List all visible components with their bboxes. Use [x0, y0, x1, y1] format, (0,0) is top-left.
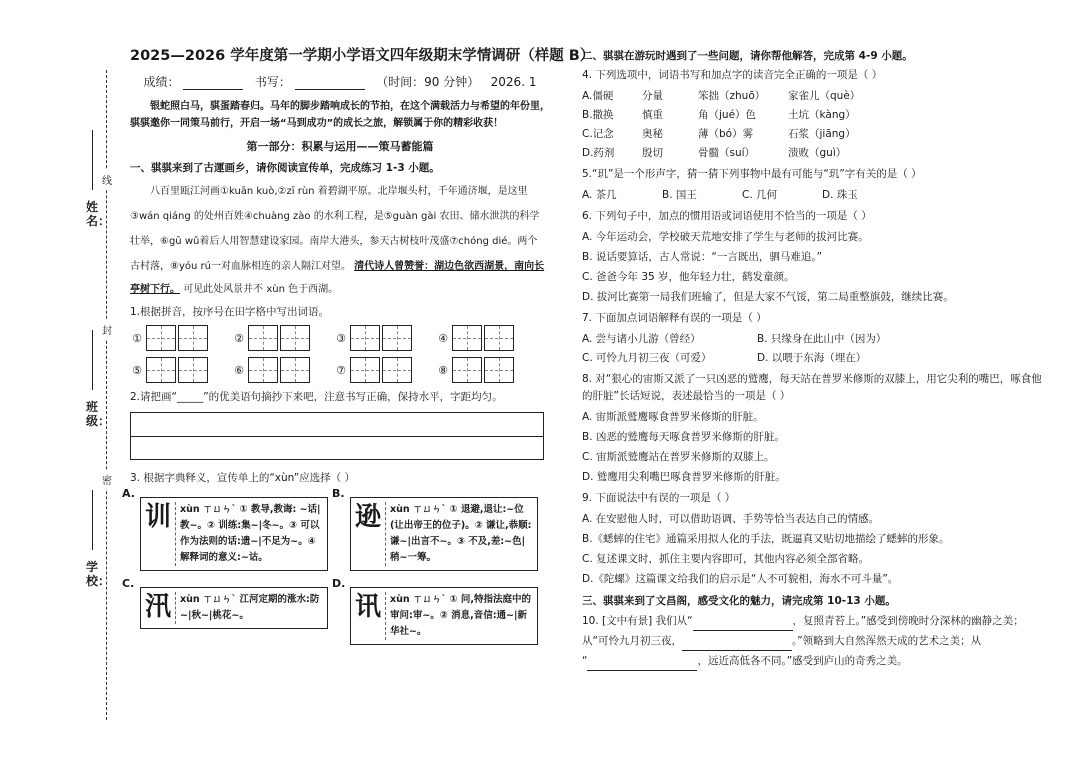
school-line [92, 490, 93, 550]
tian-box[interactable] [350, 357, 380, 383]
q8-option-a: A. 宙斯派鹫鹰啄食普罗米修斯的肝脏。 [582, 411, 764, 423]
question-10-line3 [582, 652, 1052, 671]
grid-item-7 [334, 357, 430, 383]
mark-line: 线 [102, 170, 112, 189]
q9-option-b: B.《蟋蟀的住宅》通篇采用拟人化的手法，既逼真又贴切地描绘了蟋蟀的形象。 [582, 533, 950, 545]
q4-cell: 溃败（guì） [788, 147, 847, 159]
question-1: 1.根据拼音，按序号在田字格中写出词语。 [130, 306, 330, 318]
question-5: 5.“玑”是一个形声字，猜一猜下列事物中最有可能与“玑”字有关的是（ ） [582, 168, 922, 180]
q7-options-row2 [582, 349, 1052, 368]
q4-cell: 角（jué）色 [698, 109, 757, 121]
passage-underlined: 清代诗人曾赞誉：湖边色欲西湖景，南向长亭树下行。 [130, 261, 545, 295]
question-7: 7. 下面加点词语解释有误的一项是（ ） [582, 312, 767, 324]
dict-label: B. [332, 487, 345, 500]
q10-blank-3[interactable] [587, 658, 697, 671]
q5-options [582, 186, 1052, 205]
dict-box [350, 587, 538, 645]
date-text: 2026. 1 [490, 75, 537, 89]
question-9: 9. 下面说法中有误的一项是（ ） [582, 492, 736, 504]
grid-num: ③ [336, 331, 346, 345]
left-column [122, 44, 595, 645]
q8-option-d: D. 鹫鹰用尖利嘴巴啄食普罗米修斯的肝脏。 [582, 471, 786, 483]
q9-option-a: A. 在安慰他人时，可以借助语调、手势等恰当表达自己的情感。 [582, 513, 880, 525]
writing-label: 书写： [254, 75, 291, 89]
class-label: 班级： [86, 400, 111, 428]
passage [130, 180, 550, 301]
dict-text: xùn ㄒㄩㄣˋ ① 问,特指法庭中的审问:审~。② 消息,音信:通~|新华社~。 [390, 594, 531, 637]
dict-label: A. [122, 487, 135, 500]
score-label: 成绩： [143, 75, 180, 89]
q5-option-c: C. 几何 [742, 189, 778, 201]
question-2: 2.请把画“_____”的优美语句摘抄下来吧，注意书写正确，保持水平，字距均匀。 [130, 391, 503, 403]
q4-options [582, 87, 1052, 163]
tian-box[interactable] [146, 357, 176, 383]
grid-num: ② [234, 331, 244, 345]
tian-box[interactable] [484, 325, 514, 351]
q5-option-a: A. 茶几 [582, 189, 617, 201]
q7-option-b: B. 只缘身在此山中（因为） [757, 333, 887, 345]
question-4: 4. 下列选项中，词语书写和加点字的读音完全正确的一项是（ ） [582, 69, 883, 81]
tian-box[interactable] [280, 357, 310, 383]
q4-cell: 分量 [642, 90, 663, 102]
grid-num: ⑦ [336, 363, 346, 377]
dict-char: 汛 [145, 592, 176, 624]
tian-box[interactable] [178, 325, 208, 351]
dict-box [140, 497, 328, 571]
tian-box[interactable] [382, 325, 412, 351]
q5-option-d: D. 珠玉 [822, 189, 858, 201]
passage-line-4 [130, 255, 550, 301]
dict-option-d [332, 577, 538, 645]
intro-text: 银蛇照白马，骐蛋踏春归。马年的脚步踏响成长的节拍，在这个满载活力与希望的年份里，骐骐邀你一同策马前行，开启一场“马到成功”的成长之旅，解锁属于你的精彩收获！ [130, 101, 550, 129]
grid-num: ④ [438, 331, 448, 345]
cut-line [106, 70, 107, 720]
q4-cell: 慎重 [642, 109, 663, 121]
q9-option-d: D.《陀螺》这篇课文给我们的启示是“人不可貌相，海水不可斗量”。 [582, 573, 899, 585]
grid-item-4 [436, 325, 532, 351]
q7-option-c: C. 可怜九月初三夜（可爱） [582, 352, 712, 364]
grid-item-1 [130, 325, 226, 351]
grid-num: ① [132, 331, 142, 345]
dict-row-2 [122, 577, 550, 645]
q6-option-a: A. 今年运动会，学校破天荒地安排了学生与老师的拔河比赛。 [582, 231, 869, 243]
passage-line-1: 八百里瓯江河画①kuān kuò,②zī rùn 着碧湖平原。北岸堰头村，千年通济堰，是这里 [150, 186, 528, 197]
q10-text-c: 从“可怜九月初三夜， [582, 635, 682, 647]
copy-answer-box[interactable] [130, 412, 544, 460]
passage-line-2: ③wán qiáng 的处州百姓④chuàng zào 的水利工程，是⑤guàn gài 农田、储水泄洪的科学 [130, 211, 540, 222]
q4-cell: 骨髓（suí） [698, 147, 756, 159]
tian-box[interactable] [178, 357, 208, 383]
grid-item-2 [232, 325, 328, 351]
q7-option-d: D. 以喂于东海（埋在） [757, 352, 867, 364]
q6-option-b: B. 说话要算话，古人常说：“一言既出，驷马难追。” [582, 251, 823, 263]
q4-cell: 笨拙（zhuō） [698, 90, 766, 102]
passage-line-3: 壮举，⑥gū wǔ着后人用智慧建设家园。南岸大港头，参天古树枝叶茂盛⑦chóng dié。两个 [130, 236, 538, 247]
q8-option-c: C. 宙斯派鹫鹰站在普罗米修斯的双膝上。 [582, 451, 775, 463]
grid-row-2 [130, 357, 550, 383]
writing-blank[interactable] [295, 77, 365, 90]
tian-box[interactable] [248, 357, 278, 383]
dict-char: 训 [145, 502, 176, 566]
passage-line-5-text: 可见此处风景并不 xùn 色于西湖。 [183, 284, 339, 295]
q10-text-b: ，复照青苔上。”感受到傍晚时分深林的幽静之美； [792, 615, 1024, 627]
tian-box[interactable] [146, 325, 176, 351]
mark-seal2: 密 [102, 470, 112, 489]
question-8: 8. 对“狠心的宙斯又派了一只凶恶的鹫鹰，每天站在普罗米修斯的双膝上，用它尖利的嘴巴，啄食他的肝脏”长话短说，表述最恰当的一项是（ ） [582, 373, 1042, 402]
dict-label: D. [332, 577, 346, 590]
question-10-line1 [582, 612, 1052, 631]
dict-text: xùn ㄒㄩㄣˋ ① 教导,教诲: ~话|教~。② 训练:集~|冬~。③ 可以作为法则的话:遗~|不足为~。④ 解释词的意义:~诂。 [180, 504, 321, 563]
exam-info [130, 73, 550, 90]
question-3: 3. 根据字典释义，宣传单上的“xùn”应选择（ ） [130, 472, 356, 484]
grid-num: ⑥ [234, 363, 244, 377]
grid-item-3 [334, 325, 430, 351]
dict-option-a [122, 487, 328, 571]
right-column [582, 44, 1052, 672]
score-blank[interactable] [183, 77, 243, 90]
exam-title: 2025—2026 学年度第一学期小学语文四年级期末学情调研（样题 B） [130, 48, 595, 64]
q10-text-d: 。”领略到大自然浑然天成的艺术之美；从 [791, 635, 982, 647]
dict-box [140, 587, 328, 629]
school-label: 学校： [86, 560, 111, 588]
section1-title: 一、骐骐来到了古運画乡，请你阅读宣传单，完成练习 1-3 小题。 [130, 162, 440, 174]
q4-cell: A.僵硬 [582, 90, 614, 102]
name-line [92, 130, 93, 190]
passage-line-4-text: 古村落，⑧yóu rú一对血脉相连的亲人隔江对望。 [130, 261, 351, 272]
grid-num: ⑤ [132, 363, 142, 377]
q6-option-c: C. 爸爸今年 35 岁，他年轻力壮，鹤发童颜。 [582, 271, 795, 283]
grid-item-8 [436, 357, 532, 383]
q10-text-a: 10. [文中有景] 我们从“ [582, 615, 693, 627]
section3-title: 三、骐骐来到了文昌阁，感受文化的魅力，请完成第 10-13 小题。 [582, 595, 896, 607]
dict-label: C. [122, 577, 135, 590]
tian-box[interactable] [452, 357, 482, 383]
dict-option-c [122, 577, 328, 645]
grid-num: ⑧ [438, 363, 448, 377]
q10-text-f: ，远近高低各不同。”感受到庐山的奇秀之美。 [697, 655, 908, 667]
q10-blank-1[interactable] [693, 618, 793, 631]
tian-box[interactable] [484, 357, 514, 383]
tian-box[interactable] [382, 357, 412, 383]
q10-blank-2[interactable] [682, 638, 792, 651]
dict-text: xùn ㄒㄩㄣˋ ① 退避,退让:~位(让出帝王的位子)。② 谦让,恭顺:谦~|出言不~。③ 不及,差:~色|稍~一筹。 [390, 504, 532, 563]
dict-char: 讯 [355, 592, 386, 640]
q7-options-row1 [582, 330, 1052, 349]
q4-cell: B.撒换 [582, 109, 614, 121]
q4-cell: 石浆（jiāng） [788, 128, 856, 140]
q4-cell: 殷切 [642, 147, 663, 159]
section2-title: 二、骐骐在游玩时遇到了一些问题，请你帮他解答，完成第 4-9 小题。 [582, 50, 913, 62]
grid-row-1 [130, 325, 550, 351]
grid-item-5 [130, 357, 226, 383]
dict-text: xùn ㄒㄩㄣˋ 江河定期的涨水:防~|秋~|桃花~。 [180, 594, 320, 621]
question-6: 6. 下列句子中，加点的惯用语或词语使用不恰当的一项是（ ） [582, 210, 872, 222]
question-10-line2 [582, 632, 1052, 651]
part1-title: 第一部分：积累与运用——策马蓄能篇 [246, 140, 434, 153]
q5-option-b: B. 国王 [662, 189, 697, 201]
q4-cell: 奥秘 [642, 128, 663, 140]
grid-item-6 [232, 357, 328, 383]
q10-text-e: “ [582, 655, 588, 667]
binding-sidebar [86, 70, 126, 720]
tian-box[interactable] [280, 325, 310, 351]
q4-cell: 家雀儿（què） [788, 90, 861, 102]
dict-box [350, 497, 538, 571]
dict-char: 逊 [355, 502, 386, 566]
time-text: （时间：90 分钟） [376, 75, 480, 89]
q4-cell: 薄（bó）雾 [698, 128, 754, 140]
tian-box[interactable] [452, 325, 482, 351]
q6-option-d: D. 拔河比赛第一局我们班输了，但是大家不气馁，第二局重整旗鼓，继续比赛。 [582, 291, 954, 303]
tian-box[interactable] [350, 325, 380, 351]
q8-option-b: B. 凶恶的鹫鹰每天啄食普罗米修斯的肝脏。 [582, 431, 785, 443]
dict-row-1 [122, 487, 550, 571]
q7-option-a: A. 尝与诸小儿游（曾经） [582, 333, 701, 345]
tian-box[interactable] [248, 325, 278, 351]
q9-option-c: C. 复述课文时，抓住主要内容即可，其他内容必须全部省略。 [582, 553, 870, 565]
q4-cell: 土坑（kàng） [788, 109, 856, 121]
mark-seal: 封 [102, 320, 112, 339]
q4-cell: D.药剂 [582, 147, 615, 159]
dict-option-b [332, 487, 538, 571]
name-label: 姓名： [86, 200, 111, 228]
q4-cell: C.记念 [582, 128, 614, 140]
class-line [92, 330, 93, 390]
